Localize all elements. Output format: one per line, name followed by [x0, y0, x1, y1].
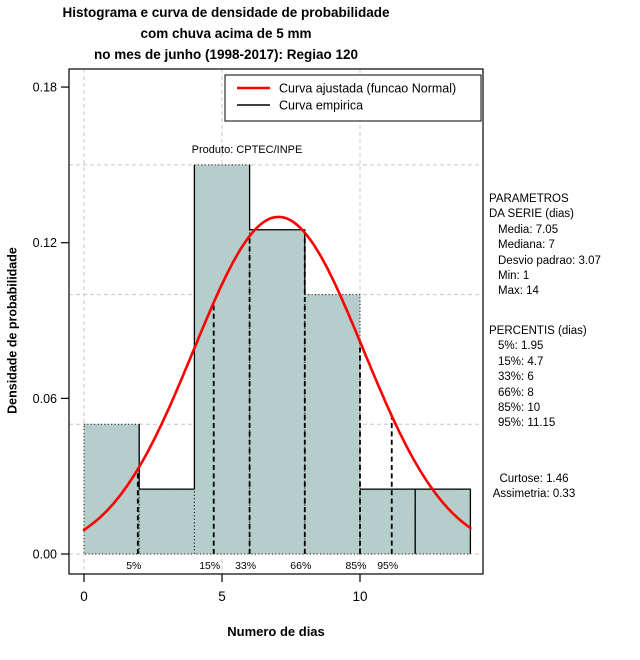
- panel-item-line: Mediana: 7: [498, 239, 555, 252]
- panel-header-line: DA SERIE (dias): [489, 208, 574, 221]
- percentile-label: 33%: [235, 560, 257, 572]
- percentile-label: 5%: [126, 560, 142, 572]
- panel-item-line: 66%: 8: [498, 386, 534, 399]
- histogram-bar: [305, 295, 360, 554]
- x-tick-label: 0: [80, 589, 88, 604]
- y-axis-label: Densidade de probabilidade: [5, 247, 20, 414]
- histogram-bar: [194, 165, 249, 554]
- histogram-bar: [360, 489, 415, 554]
- panel-item-line: 15%: 4.7: [498, 355, 544, 368]
- watermark-text: Produto: CPTEC/INPE: [191, 144, 303, 156]
- x-tick-label: 5: [218, 589, 226, 604]
- chart-title-line-1: Histograma e curva de densidade de probabilidade: [62, 5, 390, 20]
- y-tick-label: 0.12: [32, 236, 57, 251]
- percentile-label: 15%: [199, 560, 221, 572]
- panel-item-line: 95%: 11.15: [498, 417, 556, 430]
- chart-title-line-3: no mes de junho (1998-2017): Regiao 120: [93, 47, 359, 62]
- panel-item-line: 33%: 6: [498, 371, 534, 384]
- histogram-bar: [84, 424, 139, 554]
- series-parameters-panel: [489, 192, 601, 300]
- panel-item-line: Desvio padrao: 3.07: [498, 254, 601, 267]
- percentile-label: 95%: [377, 560, 399, 572]
- panel-item-line: 5%: 1.95: [498, 340, 544, 353]
- panel-moment-line: Assimetria: 0.33: [492, 488, 576, 501]
- percentiles-panel: [489, 324, 587, 432]
- x-axis-label: Numero de dias: [227, 624, 325, 639]
- percentile-label: 85%: [345, 560, 367, 572]
- x-tick-label: 10: [352, 589, 368, 604]
- panel-item-line: Max: 14: [498, 285, 539, 298]
- histogram-bar: [139, 489, 194, 554]
- percentile-label: 66%: [290, 560, 312, 572]
- panel-item-line: 85%: 10: [498, 402, 541, 415]
- panel-header-line: PERCENTIS (dias): [489, 325, 587, 337]
- y-tick-label: 0.18: [32, 80, 57, 95]
- legend-label: Curva ajustada (funcao Normal): [279, 81, 457, 96]
- legend-label: Curva empirica: [279, 98, 364, 113]
- y-tick-label: 0.00: [32, 547, 57, 562]
- panel-moment-line: Curtose: 1.46: [499, 473, 569, 485]
- moments-panel: [478, 472, 590, 503]
- y-tick-label: 0.06: [32, 391, 57, 406]
- histogram-bar: [250, 230, 305, 554]
- panel-header-line: PARAMETROS: [489, 193, 569, 205]
- chart-title-line-2: com chuva acima de 5 mm: [140, 26, 312, 41]
- panel-item-line: Media: 7.05: [498, 223, 559, 236]
- panel-item-line: Min: 1: [498, 270, 530, 283]
